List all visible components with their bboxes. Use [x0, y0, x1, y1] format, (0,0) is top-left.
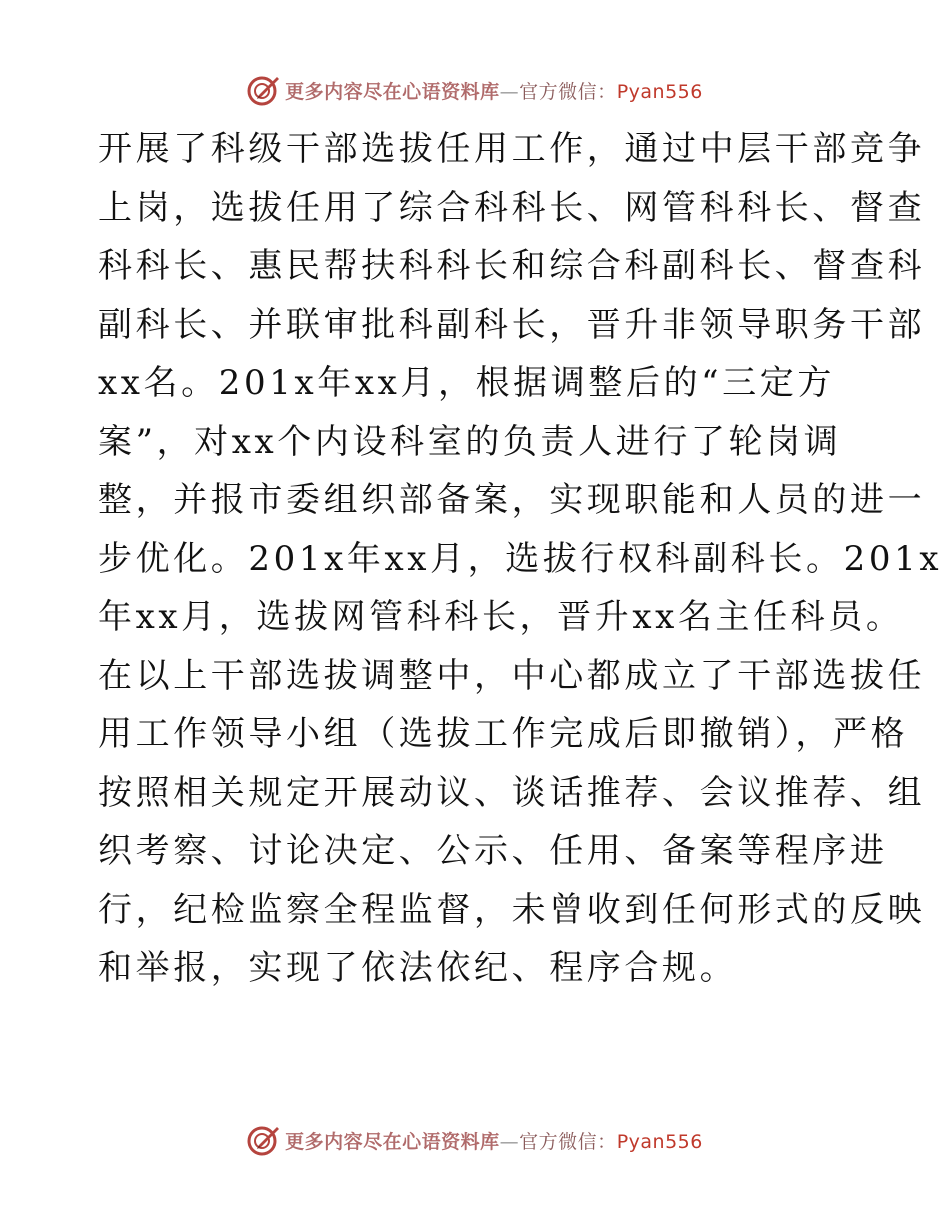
- text-line: 按照相关规定开展动议、谈话推荐、会议推荐、组: [98, 772, 926, 813]
- text-line: xx名。201x年xx月，根据调整后的“三定方: [98, 363, 835, 403]
- wechat-id: Pyan556: [616, 80, 703, 103]
- promo-text-line: [285, 1127, 703, 1154]
- quill-pen-logo-icon: [247, 73, 281, 107]
- text-line: 在以上干部选拔调整中，中心都成立了干部选拔任: [98, 655, 926, 696]
- wechat-label: 官方微信：: [519, 1130, 617, 1153]
- footer-banner: [0, 1120, 950, 1160]
- promo-text: 更多内容尽在心语资料库: [285, 80, 500, 103]
- text-line: 上岗，选拔任用了综合科科长、网管科科长、督查: [98, 187, 926, 228]
- wechat-id: Pyan556: [616, 1130, 703, 1153]
- promo-separator: —: [499, 80, 520, 103]
- text-line: 用工作领导小组（选拔工作完成后即撤销），严格: [98, 714, 909, 754]
- text-line: 开展了科级干部选拔任用工作，通过中层干部竞争: [98, 129, 926, 169]
- quill-pen-logo-icon: [247, 1123, 281, 1157]
- document-body: [98, 120, 943, 998]
- text-line: 年xx月，选拔网管科科长，晋升xx名主任科员。: [98, 597, 904, 637]
- text-line: 织考察、讨论决定、公示、任用、备案等程序进: [98, 831, 888, 871]
- wechat-label: 官方微信：: [519, 80, 617, 103]
- text-line: 步优化。201x年xx月，选拔行权科副科长。201x: [98, 538, 943, 579]
- text-line: 案”，对xx个内设科室的负责人进行了轮岗调: [98, 421, 842, 462]
- promo-text: 更多内容尽在心语资料库: [285, 1130, 500, 1153]
- promo-separator: —: [499, 1130, 520, 1153]
- text-line: 整，并报市委组织部备案，实现职能和人员的进一: [98, 480, 926, 520]
- text-line: 行，纪检监察全程监督，未曾收到任何形式的反映: [98, 889, 926, 930]
- promo-text-line: [285, 77, 703, 104]
- text-line: 副科长、并联审批科副科长，晋升非领导职务干部: [98, 304, 926, 345]
- text-line: 科科长、惠民帮扶科科长和综合科副科长、督查科: [98, 246, 926, 286]
- header-banner: [0, 70, 950, 110]
- text-line: 和举报，实现了依法依纪、程序合规。: [98, 948, 738, 988]
